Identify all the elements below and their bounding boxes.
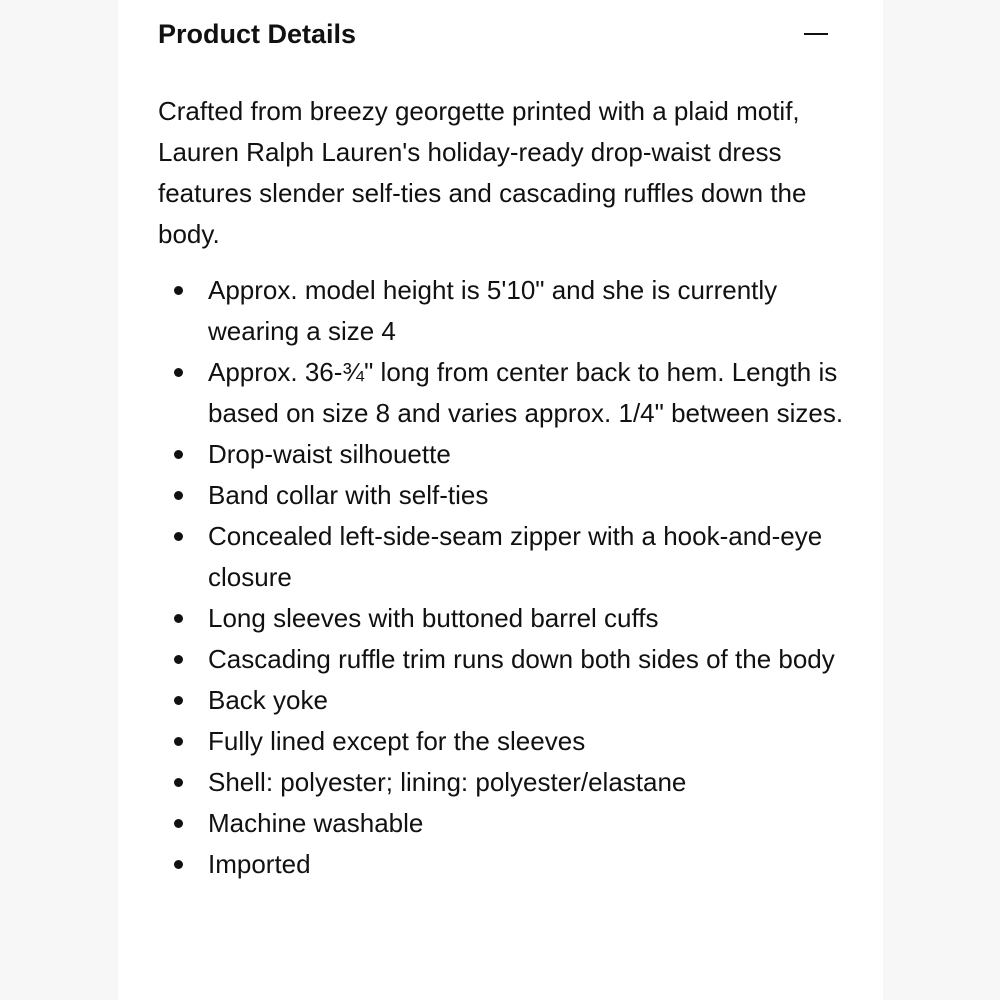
list-item: Shell: polyester; lining: polyester/elastane bbox=[208, 762, 848, 803]
product-details-content bbox=[158, 91, 848, 885]
list-item: Approx. 36-¾" long from center back to hem. Length is based on size 8 and varies approx. 1/4" between sizes. bbox=[208, 352, 848, 434]
collapse-toggle-button[interactable] bbox=[804, 22, 830, 46]
list-item: Back yoke bbox=[208, 680, 848, 721]
list-item: Long sleeves with buttoned barrel cuffs bbox=[208, 598, 848, 639]
list-item: Approx. model height is 5'10" and she is currently wearing a size 4 bbox=[208, 270, 848, 352]
list-item: Cascading ruffle trim runs down both sides of the body bbox=[208, 639, 848, 680]
list-item: Concealed left-side-seam zipper with a hook-and-eye closure bbox=[208, 516, 848, 598]
product-details-header[interactable] bbox=[158, 14, 830, 54]
list-item: Fully lined except for the sleeves bbox=[208, 721, 848, 762]
section-title: Product Details bbox=[158, 19, 357, 49]
list-item: Drop-waist silhouette bbox=[208, 434, 848, 475]
product-details-panel bbox=[118, 0, 883, 1000]
list-item: Band collar with self-ties bbox=[208, 475, 848, 516]
minus-icon bbox=[804, 33, 828, 35]
list-item: Imported bbox=[208, 844, 848, 885]
details-list bbox=[158, 270, 848, 885]
list-item: Machine washable bbox=[208, 803, 848, 844]
product-description: Crafted from breezy georgette printed with a plaid motif, Lauren Ralph Lauren's holiday-ready drop-waist dress features slender self-ties and cascading ruffles down the body. bbox=[158, 96, 807, 249]
